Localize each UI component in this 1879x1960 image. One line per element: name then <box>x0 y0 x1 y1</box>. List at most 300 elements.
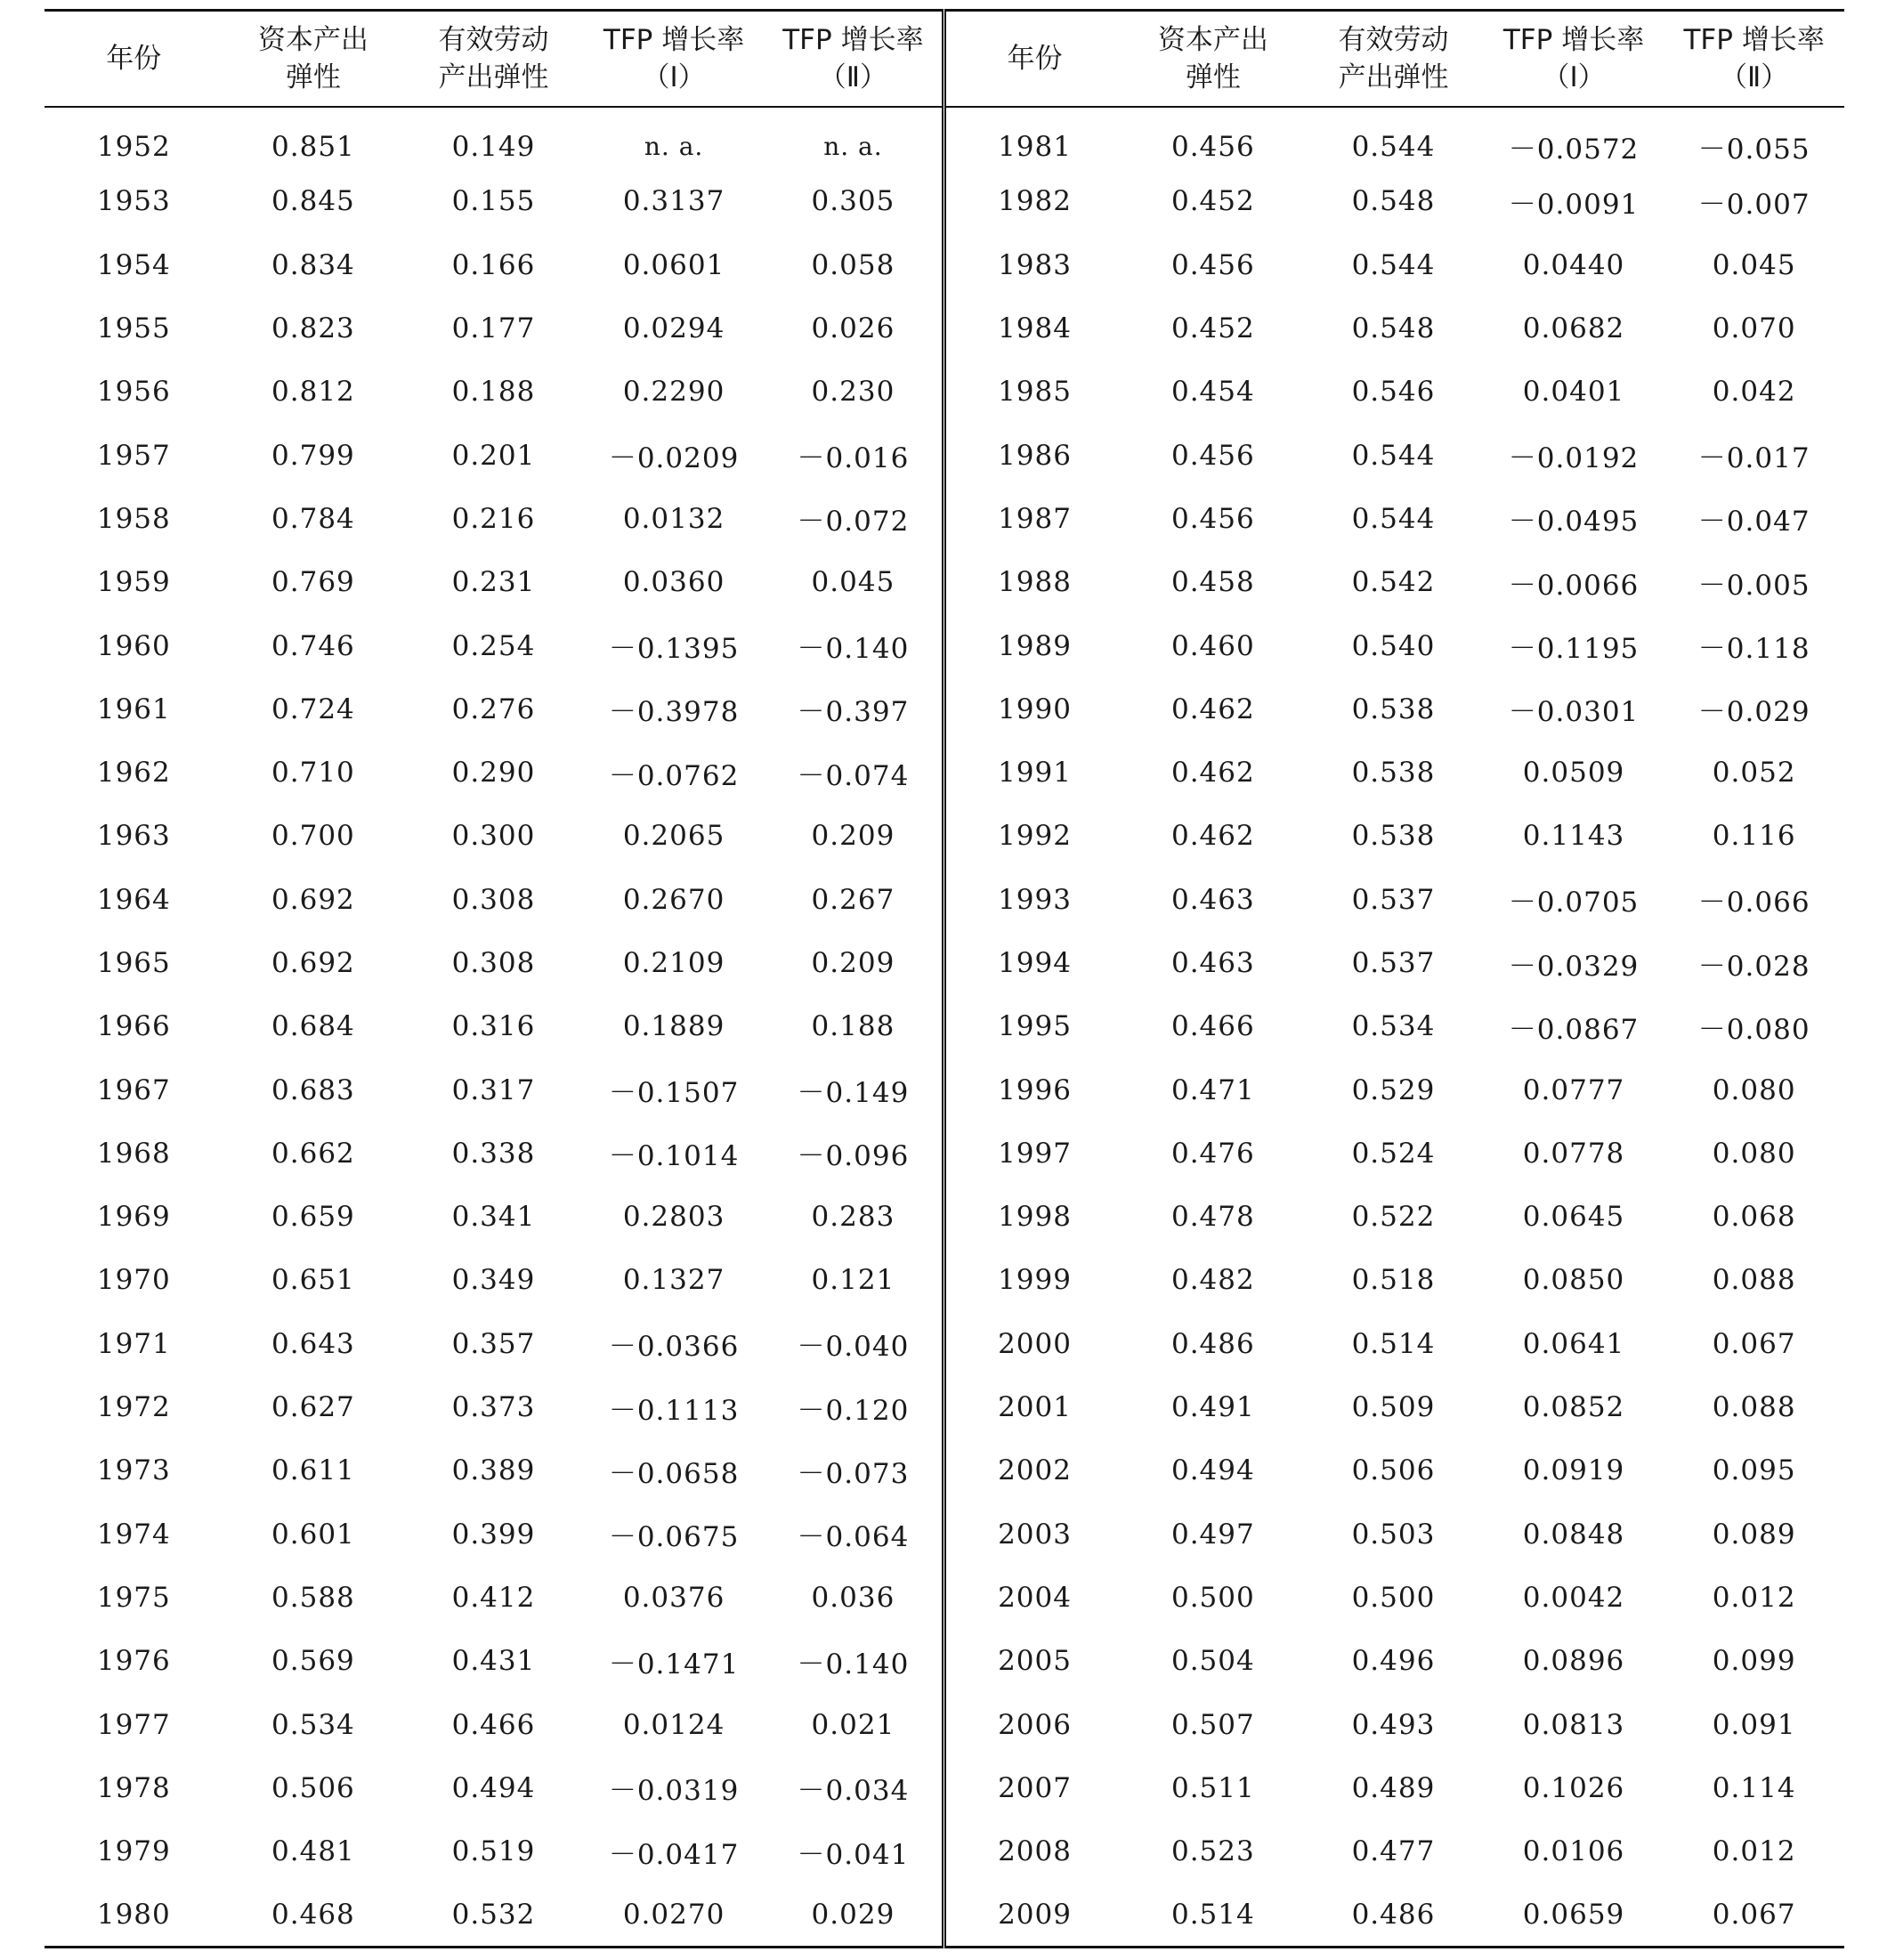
tfp-growth-ii-cell: －0.034 <box>764 1756 944 1819</box>
capital-elasticity-cell: 0.506 <box>271 1771 355 1804</box>
labor-elasticity-cell: 0.341 <box>451 1201 536 1234</box>
year-cell: 1994 <box>998 947 1072 979</box>
table-body <box>45 107 1844 1948</box>
tfp-data-table <box>45 9 1844 1948</box>
tfp-growth-i-cell: 0.1889 <box>622 1010 725 1043</box>
table-row <box>45 1439 1844 1502</box>
labor-elasticity-cell: 0.489 <box>1351 1771 1436 1804</box>
tfp-growth-i-cell: 0.0777 <box>1522 1073 1625 1106</box>
tfp-growth-ii-cell: 0.080 <box>1712 1073 1796 1106</box>
capital-elasticity-cell: 0.662 <box>271 1137 355 1170</box>
header-line: TFP 增长率 <box>1683 23 1825 56</box>
header-line: TFP 增长率 <box>603 23 745 56</box>
labor-elasticity-cell: 0.503 <box>1351 1518 1436 1551</box>
capital-elasticity-cell: 0.746 <box>271 629 355 662</box>
tfp-growth-ii-cell: －0.118 <box>1697 633 1810 666</box>
tfp-growth-i-cell: 0.2290 <box>622 376 725 409</box>
tfp-growth-i-cell: 0.2065 <box>622 820 725 853</box>
tfp-growth-ii-cell: 0.088 <box>1712 1391 1796 1424</box>
tfp-growth-i-cell: －0.0675 <box>608 1521 740 1554</box>
capital-elasticity-cell: 0.452 <box>1170 185 1255 218</box>
labor-elasticity-cell: 0.431 <box>451 1645 536 1678</box>
year-cell: 2008 <box>998 1835 1072 1868</box>
tfp-growth-i-cell: －0.0066 <box>1508 569 1640 602</box>
tfp-growth-i-cell: 0.0270 <box>584 1883 765 1947</box>
tfp-growth-ii-cell: －0.072 <box>764 487 944 550</box>
labor-elasticity-cell: 0.538 <box>1351 820 1436 853</box>
tfp-growth-ii-cell: 0.209 <box>764 805 944 868</box>
year-cell: 1966 <box>96 1010 171 1043</box>
tfp-growth-ii-cell: 0.029 <box>764 1883 944 1947</box>
year-cell: 1983 <box>998 248 1072 281</box>
tfp-growth-ii-cell: －0.397 <box>764 677 944 741</box>
labor-elasticity-cell: 0.338 <box>451 1137 536 1170</box>
tfp-growth-ii-cell: 0.042 <box>1712 376 1796 409</box>
tfp-growth-i-cell: 0.0659 <box>1484 1883 1664 1947</box>
year-cell: 2000 <box>998 1327 1072 1360</box>
labor-elasticity-cell: 0.548 <box>1351 185 1436 218</box>
tfp-growth-i-cell: 0.0852 <box>1522 1391 1625 1424</box>
labor-elasticity-cell: 0.546 <box>1351 376 1436 409</box>
tfp-growth-ii-cell: 0.067 <box>1712 1327 1796 1360</box>
tfp-growth-ii-cell: 0.080 <box>1712 1137 1796 1170</box>
table-row <box>45 170 1844 233</box>
year-cell: 2006 <box>998 1708 1072 1741</box>
capital-elasticity-cell: 0.486 <box>1170 1327 1255 1360</box>
tfp-growth-ii-cell: －0.005 <box>1697 569 1810 602</box>
capital-elasticity-cell: 0.769 <box>271 566 355 599</box>
header-line: TFP 增长率 <box>1502 23 1645 56</box>
capital-elasticity-cell: 0.463 <box>1170 883 1255 916</box>
labor-elasticity-cell: 0.544 <box>1351 439 1436 472</box>
table-row <box>45 107 1844 170</box>
tfp-growth-ii-cell: 0.121 <box>764 1249 944 1312</box>
tfp-growth-i-cell: 0.1327 <box>622 1264 725 1297</box>
table-row <box>45 741 1844 804</box>
tfp-growth-ii-cell: 0.095 <box>1712 1454 1796 1487</box>
tfp-growth-ii-cell: 0.067 <box>1664 1883 1844 1947</box>
labor-elasticity-cell: 0.308 <box>451 947 536 979</box>
table-row <box>45 1693 1844 1756</box>
year-cell: 1999 <box>998 1264 1072 1297</box>
tfp-growth-i-cell: 0.0919 <box>1522 1454 1625 1487</box>
header-line: （Ⅰ） <box>642 61 706 93</box>
year-cell: 1952 <box>96 130 171 163</box>
tfp-growth-ii-cell: 0.012 <box>1712 1835 1796 1868</box>
year-cell: 1990 <box>998 692 1072 725</box>
capital-elasticity-cell: 0.454 <box>1170 376 1255 409</box>
tfp-growth-i-cell: －0.0658 <box>608 1457 740 1490</box>
labor-elasticity-cell: 0.149 <box>451 130 536 163</box>
tfp-growth-ii-cell: 0.036 <box>764 1566 944 1629</box>
header-line: 弹性 <box>1185 61 1241 93</box>
year-cell: 1981 <box>998 130 1072 163</box>
capital-elasticity-cell: 0.692 <box>271 947 355 979</box>
tfp-growth-i-cell: 0.0376 <box>622 1581 725 1614</box>
capital-elasticity-cell: 0.851 <box>271 130 355 163</box>
tfp-growth-ii-cell: 0.267 <box>764 868 944 931</box>
capital-elasticity-cell: 0.463 <box>1170 947 1255 979</box>
labor-elasticity-cell: 0.538 <box>1351 757 1436 790</box>
tfp-growth-i-cell: －0.0495 <box>1508 506 1640 539</box>
year-cell: 2001 <box>998 1391 1072 1424</box>
labor-elasticity-cell: 0.177 <box>451 312 536 345</box>
year-cell: 1972 <box>96 1391 171 1424</box>
capital-elasticity-cell: 0.452 <box>1170 312 1255 345</box>
tfp-growth-i-cell: 0.0440 <box>1522 248 1625 281</box>
table-row <box>45 1122 1844 1185</box>
capital-elasticity-cell: 0.456 <box>1170 248 1255 281</box>
tfp-growth-i-cell: 0.0778 <box>1522 1137 1625 1170</box>
labor-elasticity-cell: 0.349 <box>451 1264 536 1297</box>
table-row <box>45 1058 1844 1122</box>
labor-elasticity-cell: 0.216 <box>451 502 536 535</box>
table-row <box>45 614 1844 677</box>
labor-elasticity-cell: 0.300 <box>451 820 536 853</box>
table-row <box>45 296 1844 360</box>
table-row <box>45 1186 1844 1249</box>
tfp-growth-ii-cell: －0.066 <box>1697 887 1810 919</box>
table-row <box>45 424 1844 487</box>
labor-elasticity-cell: 0.373 <box>451 1391 536 1424</box>
tfp-growth-ii-cell: －0.017 <box>1697 442 1810 475</box>
tfp-growth-ii-cell: －0.096 <box>764 1122 944 1185</box>
labor-elasticity-cell: 0.537 <box>1351 883 1436 916</box>
capital-elasticity-cell: 0.458 <box>1170 566 1255 599</box>
tfp-growth-ii-cell: －0.140 <box>764 614 944 677</box>
tfp-growth-ii-cell: 0.068 <box>1712 1201 1796 1234</box>
table-row <box>45 360 1844 424</box>
labor-elasticity-cell: 0.509 <box>1351 1391 1436 1424</box>
labor-elasticity-cell: 0.412 <box>451 1581 536 1614</box>
tfp-growth-ii-cell: 0.283 <box>764 1186 944 1249</box>
tfp-growth-ii-cell: －0.040 <box>764 1312 944 1375</box>
capital-elasticity-cell: 0.462 <box>1170 692 1255 725</box>
tfp-growth-i-cell: －0.1014 <box>608 1140 740 1173</box>
table-row <box>45 931 1844 994</box>
labor-elasticity-cell: 0.290 <box>451 757 536 790</box>
labor-elasticity-header-right <box>1303 11 1484 107</box>
tfp-growth-ii-header-left <box>764 11 944 107</box>
year-cell: 1968 <box>96 1137 171 1170</box>
year-cell: 1974 <box>96 1518 171 1551</box>
labor-elasticity-cell: 0.542 <box>1351 566 1436 599</box>
tfp-growth-ii-cell: 0.088 <box>1712 1264 1796 1297</box>
year-header-left <box>45 11 223 107</box>
tfp-growth-i-cell: 0.0132 <box>622 502 725 535</box>
tfp-growth-ii-cell: －0.073 <box>764 1439 944 1502</box>
tfp-growth-ii-cell: 0.089 <box>1712 1518 1796 1551</box>
capital-elasticity-cell: 0.569 <box>271 1645 355 1678</box>
year-cell: 1993 <box>998 883 1072 916</box>
capital-elasticity-cell: 0.683 <box>271 1073 355 1106</box>
capital-elasticity-cell: 0.456 <box>1170 439 1255 472</box>
labor-elasticity-cell: 0.477 <box>1351 1835 1436 1868</box>
capital-elasticity-cell: 0.611 <box>271 1454 355 1487</box>
table-header <box>45 11 1844 107</box>
year-cell: 1958 <box>96 502 171 535</box>
year-cell: 1987 <box>998 502 1072 535</box>
document-page <box>45 9 1844 1948</box>
tfp-growth-i-cell: －0.0192 <box>1508 442 1640 475</box>
labor-elasticity-cell: 0.534 <box>1351 1010 1436 1043</box>
tfp-growth-i-cell: －0.0301 <box>1508 696 1640 729</box>
header-line: （Ⅱ） <box>818 61 888 93</box>
header-line: 产出弹性 <box>1338 61 1449 93</box>
labor-elasticity-cell: 0.317 <box>451 1073 536 1106</box>
tfp-growth-i-cell: －0.0209 <box>608 442 740 475</box>
labor-elasticity-header-left <box>403 11 584 107</box>
capital-elasticity-cell: 0.692 <box>271 883 355 916</box>
tfp-growth-i-cell: －0.0091 <box>1508 188 1640 221</box>
tfp-growth-i-cell: 0.0645 <box>1522 1201 1625 1234</box>
tfp-growth-i-cell: －0.0705 <box>1508 887 1640 919</box>
year-cell: 2002 <box>998 1454 1072 1487</box>
year-cell: 1977 <box>96 1708 171 1741</box>
labor-elasticity-cell: 0.537 <box>1351 947 1436 979</box>
year-cell: 1960 <box>96 629 171 662</box>
capital-elasticity-cell: 0.724 <box>271 692 355 725</box>
year-cell: 1964 <box>96 883 171 916</box>
capital-elasticity-cell: 0.511 <box>1170 1771 1255 1804</box>
tfp-growth-ii-cell: 0.045 <box>764 551 944 614</box>
labor-elasticity-cell: 0.500 <box>1351 1581 1436 1614</box>
capital-elasticity-cell: 0.481 <box>271 1835 355 1868</box>
table-row <box>45 551 1844 614</box>
year-cell: 2007 <box>998 1771 1072 1804</box>
year-cell: 1953 <box>96 185 171 218</box>
capital-elasticity-cell: 0.491 <box>1170 1391 1255 1424</box>
year-cell: 1967 <box>96 1073 171 1106</box>
capital-elasticity-cell: 0.710 <box>271 757 355 790</box>
tfp-growth-ii-header-right <box>1664 11 1844 107</box>
table-row <box>45 1756 1844 1819</box>
labor-elasticity-cell: 0.544 <box>1351 248 1436 281</box>
table-row <box>45 677 1844 741</box>
tfp-growth-i-cell: －0.0762 <box>608 759 740 792</box>
labor-elasticity-cell: 0.540 <box>1351 629 1436 662</box>
header-line: 资本产出 <box>1157 23 1268 56</box>
capital-elasticity-cell: 0.812 <box>271 376 355 409</box>
capital-elasticity-cell: 0.684 <box>271 1010 355 1043</box>
tfp-growth-i-cell: 0.0813 <box>1522 1708 1625 1741</box>
tfp-growth-i-header-left <box>584 11 765 107</box>
capital-elasticity-cell: 0.523 <box>1170 1835 1255 1868</box>
capital-elasticity-cell: 0.643 <box>271 1327 355 1360</box>
year-cell: 1978 <box>96 1771 171 1804</box>
header-line: 弹性 <box>285 61 341 93</box>
year-cell: 1959 <box>96 566 171 599</box>
tfp-growth-i-cell: 0.1143 <box>1522 820 1625 853</box>
capital-elasticity-cell: 0.497 <box>1170 1518 1255 1551</box>
header-line: （Ⅱ） <box>1720 61 1789 93</box>
labor-elasticity-cell: 0.518 <box>1351 1264 1436 1297</box>
tfp-growth-ii-cell: 0.114 <box>1712 1771 1796 1804</box>
header-row <box>45 11 1844 107</box>
capital-elasticity-cell: 0.456 <box>1170 502 1255 535</box>
tfp-growth-i-cell: 0.0848 <box>1522 1518 1625 1551</box>
year-cell: 1988 <box>998 566 1072 599</box>
tfp-growth-i-cell: 0.0106 <box>1522 1835 1625 1868</box>
year-cell: 2009 <box>944 1883 1123 1947</box>
tfp-growth-ii-cell: 0.070 <box>1712 312 1796 345</box>
tfp-growth-ii-cell: －0.047 <box>1697 506 1810 539</box>
year-cell: 1957 <box>96 439 171 472</box>
year-cell: 1965 <box>96 947 171 979</box>
labor-elasticity-cell: 0.532 <box>403 1883 584 1947</box>
capital-elasticity-header-left <box>223 11 404 107</box>
year-cell: 1982 <box>998 185 1072 218</box>
year-cell: 1962 <box>96 757 171 790</box>
tfp-growth-ii-cell: 0.058 <box>764 233 944 296</box>
year-cell: 1955 <box>96 312 171 345</box>
capital-elasticity-cell: 0.468 <box>223 1883 404 1947</box>
labor-elasticity-cell: 0.544 <box>1351 130 1436 163</box>
labor-elasticity-cell: 0.538 <box>1351 692 1436 725</box>
year-cell: 1998 <box>998 1201 1072 1234</box>
labor-elasticity-cell: 0.166 <box>451 248 536 281</box>
tfp-growth-ii-cell: 0.230 <box>764 360 944 424</box>
tfp-growth-ii-cell: －0.064 <box>764 1502 944 1566</box>
tfp-growth-ii-cell: 0.052 <box>1712 757 1796 790</box>
year-cell: 1976 <box>96 1645 171 1678</box>
capital-elasticity-cell: 0.784 <box>271 502 355 535</box>
table-row <box>45 805 1844 868</box>
capital-elasticity-cell: 0.462 <box>1170 820 1255 853</box>
tfp-growth-i-cell: 0.0682 <box>1522 312 1625 345</box>
tfp-growth-i-cell: n. a. <box>644 132 704 162</box>
tfp-growth-ii-cell: 0.116 <box>1712 820 1796 853</box>
tfp-growth-ii-cell: 0.091 <box>1712 1708 1796 1741</box>
year-cell: 1975 <box>96 1581 171 1614</box>
tfp-growth-ii-cell: －0.080 <box>1697 1013 1810 1046</box>
tfp-growth-i-cell: 0.2109 <box>622 947 725 979</box>
labor-elasticity-cell: 0.524 <box>1351 1137 1436 1170</box>
tfp-growth-ii-cell: －0.120 <box>764 1375 944 1438</box>
tfp-growth-i-cell: －0.1395 <box>608 633 740 666</box>
labor-elasticity-cell: 0.399 <box>451 1518 536 1551</box>
tfp-growth-i-cell: －0.0329 <box>1508 950 1640 983</box>
labor-elasticity-cell: 0.486 <box>1303 1883 1484 1947</box>
capital-elasticity-cell: 0.651 <box>271 1264 355 1297</box>
table-row <box>45 1630 1844 1693</box>
capital-elasticity-cell: 0.659 <box>271 1201 355 1234</box>
tfp-growth-ii-cell: －0.029 <box>1697 696 1810 729</box>
table-row <box>45 995 1844 1058</box>
labor-elasticity-cell: 0.544 <box>1351 502 1436 535</box>
labor-elasticity-cell: 0.506 <box>1351 1454 1436 1487</box>
capital-elasticity-cell: 0.504 <box>1170 1645 1255 1678</box>
labor-elasticity-cell: 0.466 <box>451 1708 536 1741</box>
tfp-growth-i-cell: 0.2803 <box>622 1201 725 1234</box>
year-cell: 1973 <box>96 1454 171 1487</box>
capital-elasticity-cell: 0.507 <box>1170 1708 1255 1741</box>
tfp-growth-i-cell: 0.0360 <box>622 566 725 599</box>
tfp-growth-i-cell: －0.1471 <box>608 1648 740 1681</box>
capital-elasticity-cell: 0.494 <box>1170 1454 1255 1487</box>
year-cell: 1956 <box>96 376 171 409</box>
labor-elasticity-cell: 0.254 <box>451 629 536 662</box>
year-cell: 2003 <box>998 1518 1072 1551</box>
capital-elasticity-cell: 0.799 <box>271 439 355 472</box>
labor-elasticity-cell: 0.522 <box>1351 1201 1436 1234</box>
labor-elasticity-cell: 0.496 <box>1351 1645 1436 1678</box>
year-cell: 1979 <box>96 1835 171 1868</box>
year-cell: 1995 <box>998 1010 1072 1043</box>
tfp-growth-i-cell: －0.0572 <box>1508 134 1640 166</box>
year-cell: 1961 <box>96 692 171 725</box>
tfp-growth-ii-cell: 0.026 <box>764 296 944 360</box>
labor-elasticity-cell: 0.494 <box>451 1771 536 1804</box>
header-line: 有效劳动 <box>1338 23 1449 56</box>
year-cell: 2005 <box>998 1645 1072 1678</box>
tfp-growth-ii-cell: －0.140 <box>764 1630 944 1693</box>
table-row <box>45 1502 1844 1566</box>
year-cell: 1980 <box>45 1883 223 1947</box>
tfp-growth-i-cell: 0.2670 <box>622 883 725 916</box>
header-line: 有效劳动 <box>438 23 549 56</box>
capital-elasticity-cell: 0.823 <box>271 312 355 345</box>
tfp-growth-i-cell: 0.0124 <box>622 1708 725 1741</box>
capital-elasticity-cell: 0.700 <box>271 820 355 853</box>
header-line: （Ⅰ） <box>1542 61 1606 93</box>
tfp-growth-i-cell: 0.0850 <box>1522 1264 1625 1297</box>
tfp-growth-ii-cell: 0.012 <box>1712 1581 1796 1614</box>
labor-elasticity-cell: 0.519 <box>451 1835 536 1868</box>
year-header-right <box>944 11 1123 107</box>
capital-elasticity-cell: 0.462 <box>1170 757 1255 790</box>
year-cell: 1997 <box>998 1137 1072 1170</box>
capital-elasticity-cell: 0.482 <box>1170 1264 1255 1297</box>
tfp-growth-ii-cell: 0.209 <box>764 931 944 994</box>
tfp-growth-i-cell: －0.1195 <box>1508 633 1640 666</box>
capital-elasticity-cell: 0.460 <box>1170 629 1255 662</box>
year-cell: 1970 <box>96 1264 171 1297</box>
labor-elasticity-cell: 0.529 <box>1351 1073 1436 1106</box>
labor-elasticity-cell: 0.389 <box>451 1454 536 1487</box>
tfp-growth-i-cell: －0.0366 <box>608 1331 740 1364</box>
year-cell: 1985 <box>998 376 1072 409</box>
year-cell: 1954 <box>96 248 171 281</box>
tfp-growth-i-cell: －0.3978 <box>608 696 740 729</box>
tfp-growth-i-cell: 0.1026 <box>1522 1771 1625 1804</box>
table-row <box>45 1375 1844 1438</box>
year-cell: 1984 <box>998 312 1072 345</box>
tfp-growth-ii-cell: －0.055 <box>1697 134 1810 166</box>
header-line: 产出弹性 <box>438 61 549 93</box>
tfp-growth-i-cell: 0.0896 <box>1522 1645 1625 1678</box>
capital-elasticity-cell: 0.456 <box>1170 130 1255 163</box>
table-row <box>45 1820 1844 1883</box>
year-cell: 1996 <box>998 1073 1072 1106</box>
table-row <box>45 233 1844 296</box>
tfp-growth-ii-cell: 0.021 <box>764 1693 944 1756</box>
labor-elasticity-cell: 0.155 <box>451 185 536 218</box>
capital-elasticity-cell: 0.588 <box>271 1581 355 1614</box>
tfp-growth-i-cell: 0.0042 <box>1522 1581 1625 1614</box>
header-line: TFP 增长率 <box>782 23 924 56</box>
year-cell: 2004 <box>998 1581 1072 1614</box>
year-cell: 1989 <box>998 629 1072 662</box>
tfp-growth-ii-cell: －0.149 <box>764 1058 944 1122</box>
table-row <box>45 1566 1844 1629</box>
tfp-growth-i-cell: 0.3137 <box>622 185 725 218</box>
tfp-growth-i-cell: －0.0319 <box>608 1775 740 1808</box>
capital-elasticity-cell: 0.500 <box>1170 1581 1255 1614</box>
capital-elasticity-cell: 0.834 <box>271 248 355 281</box>
year-cell: 1986 <box>998 439 1072 472</box>
tfp-growth-ii-cell: －0.028 <box>1697 950 1810 983</box>
